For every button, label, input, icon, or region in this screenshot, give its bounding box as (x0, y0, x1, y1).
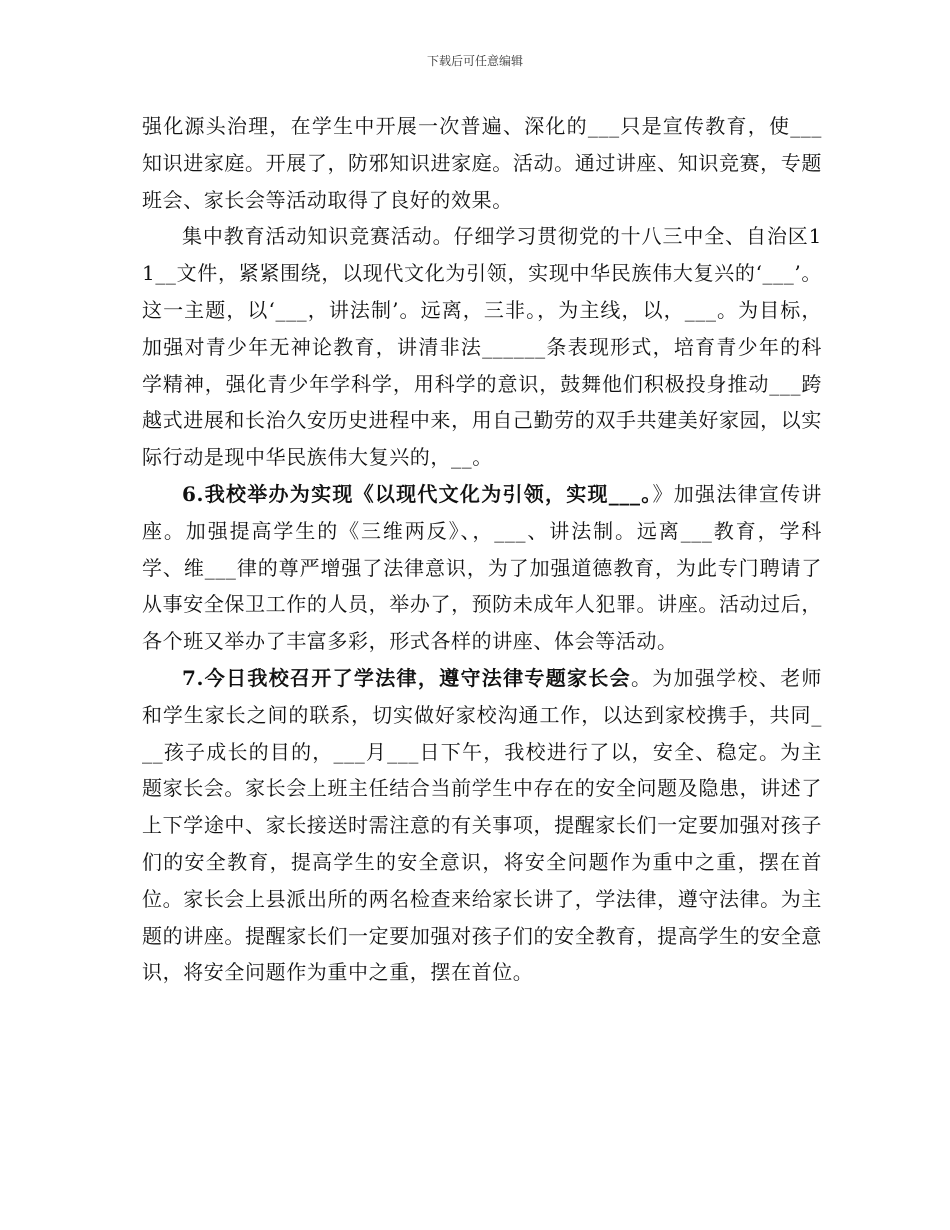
paragraph-3 (142, 476, 822, 660)
paragraph-3-heading: 6.我校举办为实现《以现代文化为引领，实现___。 (182, 481, 653, 506)
paragraph-2: 集中教育活动知识竞赛活动。仔细学习贯彻党的十八三中全、自治区11__文件，紧紧围绕，以现代文化为引领，实现中华民族伟大复兴的‘___’。这一主题，以‘___，讲法制’。远离，三非。，为主线，以，___。为目标，加强对青少年无神论教育，讲清非法______条表现形式，培育青少年的科学精神，强化青少年学科学，用科学的意识，鼓舞他们积极投身推动___跨越式进展和长治久安历史进程中来，用自己勤劳的双手共建美好家园，以实际行动是现中华民族伟大复兴的，__。 (142, 224, 822, 470)
paragraph-4-text: 。为加强学校、老师和学生家长之间的联系，切实做好家校沟通工作，以达到家校携手，共同___孩子成长的目的，___月___日下午，我校进行了以，安全、稳定。为主题家长会。家长会上班主任结合当前学生中存在的安全问题及隐患，讲述了上下学途中、家长接送时需注意的有关事项，提醒家长们一定要加强对孩子们的安全教育，提高学生的安全意识，将安全问题作为重中之重，摆在首位。家长会上县派出所的两名检查来给家长讲了，学法律，遵守法律。为主题的讲座。提醒家长们一定要加强对孩子们的安全教育，提高学生的安全意识，将安全问题作为重中之重，摆在首位。 (142, 665, 822, 985)
paragraph-4-heading: 7.今日我校召开了学法律，遵守法律专题家长会 (182, 665, 631, 690)
paragraph-1: 强化源头治理，在学生中开展一次普遍、深化的___只是宣传教育，使___知识进家庭。开展了，防邪知识进家庭。活动。通过讲座、知识竞赛，专题班会、家长会等活动取得了良好的效果。 (142, 114, 822, 212)
page-header: 下载后可任意编辑 (426, 54, 523, 68)
paragraph-3-text: 》加强法律宣传讲座。加强提高学生的《三维两反》、，___、讲法制。远离___教育，学科学、维___律的尊严增强了法律意识，为了加强道德教育，为此专门聘请了从事安全保卫工作的人员，举办了，预防未成年人犯罪。讲座。活动过后，各个班又举办了丰富多彩，形式各样的讲座、体会等活动。 (142, 481, 822, 654)
paragraph-4 (142, 660, 822, 991)
document-body (142, 108, 822, 991)
